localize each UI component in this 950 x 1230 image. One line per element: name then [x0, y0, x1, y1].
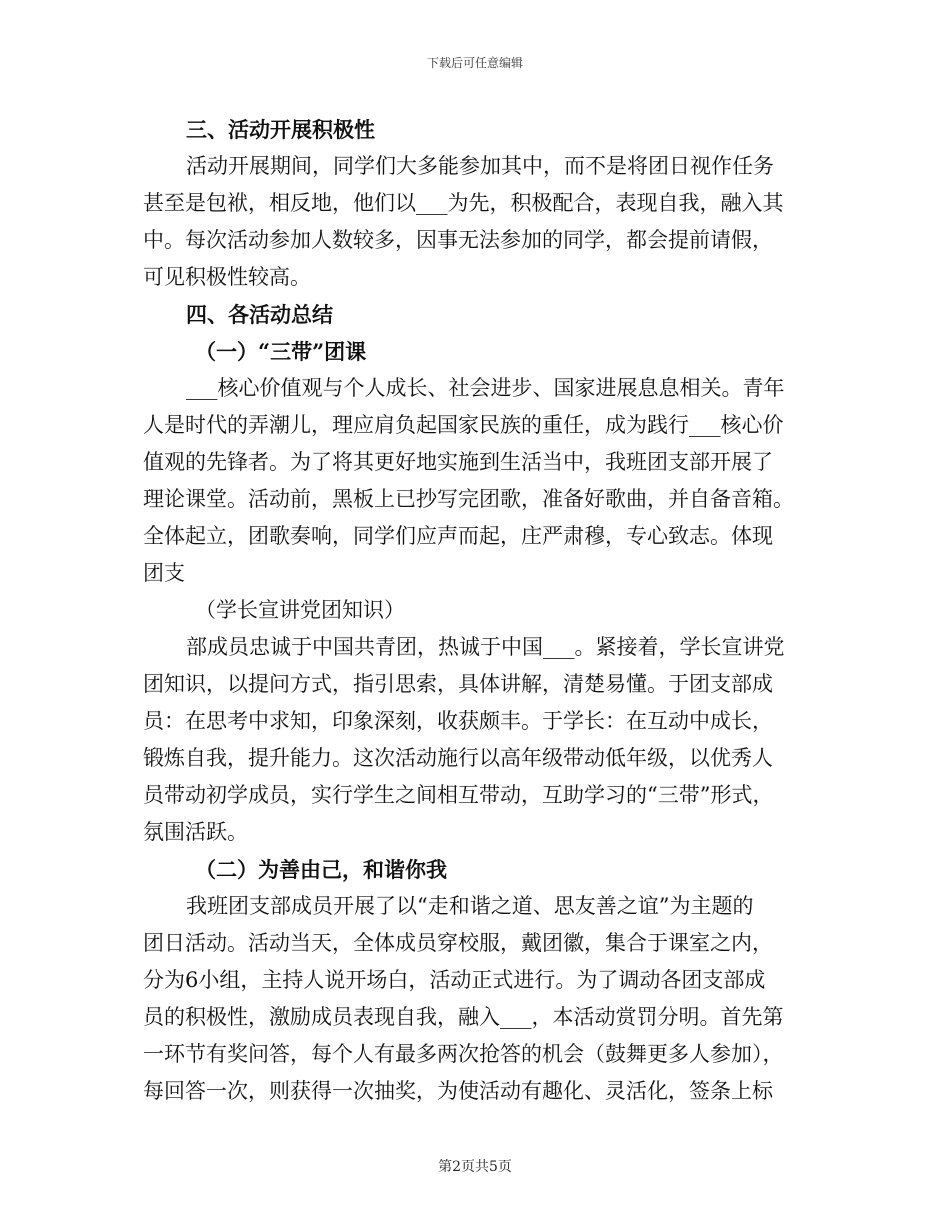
- paragraph-line: 可见积极性较高。: [143, 265, 311, 289]
- paragraph-line: 值观的先锋者。为了将其更好地实施到生活当中，我班团支部开展了: [143, 450, 773, 474]
- paragraph-line: 我班团支部成员开展了以“走和谐之道、思友善之谊”为主题的: [186, 894, 754, 918]
- paragraph-line: 一环节有奖问答，每个人有最多两次抢答的机会（鼓舞更多人参加），: [143, 1042, 784, 1066]
- paragraph-line: 员的积极性，激励成员表现自我，融入___，本活动赏罚分明。首先第: [143, 1005, 784, 1029]
- paragraph-line: ___核心价值观与个人成长、社会进步、国家进展息息相关。青年: [186, 376, 785, 400]
- subsection-heading-2: （二）为善由己，和谐你我: [195, 857, 447, 882]
- paragraph-line: 员：在思考中求知，印象深刻，收获颇丰。于学长：在互动中成长，: [143, 709, 773, 733]
- paragraph-line: 中。每次活动参加人数较多，因事无法参加的同学，都会提前请假，: [143, 228, 773, 252]
- paragraph-line: 团支: [143, 561, 185, 585]
- paragraph-line: 锻炼自我，提升能力。这次活动施行以高年级带动低年级，以优秀人: [143, 746, 773, 770]
- paragraph-line: 团知识，以提问方式，指引思索，具体讲解，清楚易懂。于团支部成: [143, 672, 773, 696]
- paragraph-line: 理论课堂。活动前，黑板上已抄写完团歌，准备好歌曲，并自备音箱。: [143, 487, 794, 511]
- paragraph-line: 每回答一次，则获得一次抽奖，为使活动有趣化、灵活化，签条上标: [143, 1079, 773, 1103]
- paragraph-line: 部成员忠诚于中国共青团，热诚于中国___。紧接着，学长宣讲党: [186, 635, 785, 659]
- document-body: [143, 111, 808, 1110]
- paragraph-line: 氛围活跃。: [143, 820, 248, 844]
- paragraph-line: 人是时代的弄潮儿，理应肩负起国家民族的重任，成为践行___核心价: [143, 413, 784, 437]
- page-number: 第2页共5页: [438, 1159, 512, 1175]
- section-heading-3: 三、活动开展积极性: [186, 117, 375, 142]
- paragraph-line: 全体起立，团歌奏响，同学们应声而起，庄严肃穆，专心致志。体现: [143, 524, 773, 548]
- page-header: 下载后可任意编辑: [426, 56, 523, 70]
- paragraph-line: 甚至是包袱，相反地，他们以___为先，积极配合，表现自我，融入其: [143, 191, 784, 215]
- subsection-heading-1: （一）“三带”团课: [195, 339, 367, 364]
- image-caption: （学长宣讲党团知识）: [195, 598, 405, 622]
- paragraph-line: 分为6小组，主持人说开场白，活动正式进行。为了调动各团支部成: [143, 968, 766, 992]
- section-heading-4: 四、各活动总结: [186, 302, 333, 327]
- paragraph-line: 员带动初学成员，实行学生之间相互带动，互助学习的“三带”形式，: [143, 783, 774, 807]
- paragraph-line: 团日活动。活动当天，全体成员穿校服，戴团徽，集合于课室之内，: [143, 931, 773, 955]
- paragraph-line: 活动开展期间，同学们大多能参加其中，而不是将团日视作任务: [186, 154, 774, 178]
